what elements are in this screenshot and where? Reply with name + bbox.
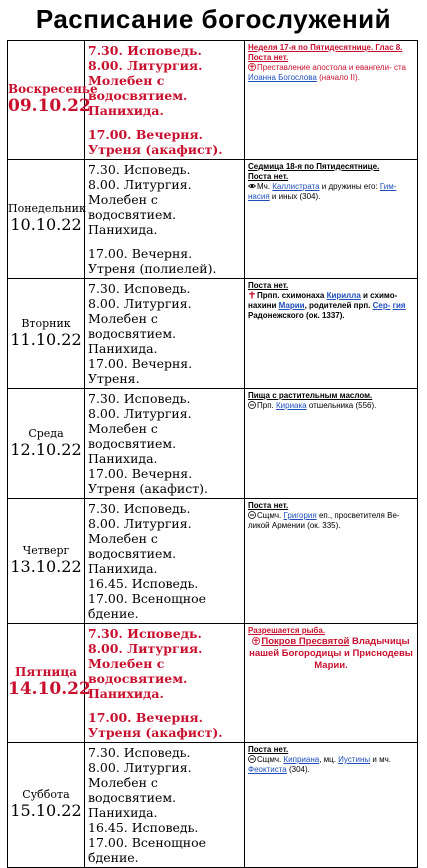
saint-text: , мц. bbox=[319, 755, 336, 764]
saint-link[interactable]: Гим- bbox=[379, 182, 397, 191]
table-row bbox=[8, 624, 418, 743]
services-cell bbox=[85, 41, 245, 160]
services-cell bbox=[85, 624, 245, 743]
table-row bbox=[8, 160, 418, 279]
feast-link[interactable]: Покров Пресвятой bbox=[261, 636, 350, 647]
day-cell bbox=[8, 160, 85, 279]
saint-link[interactable]: гия bbox=[392, 301, 406, 310]
fast-heading: Поста нет. bbox=[248, 53, 289, 62]
fast-heading: Поста нет. bbox=[248, 281, 289, 290]
saint-link[interactable]: Григория bbox=[283, 511, 317, 520]
cross-icon bbox=[252, 637, 260, 645]
service-line: 7.30. Исповедь. bbox=[88, 626, 202, 641]
day-cell bbox=[8, 41, 98, 160]
day-date: 15.10.22 bbox=[10, 801, 82, 821]
service-sign-icon bbox=[248, 511, 256, 519]
cross-icon bbox=[248, 63, 256, 71]
services-cell bbox=[85, 743, 245, 868]
info-cell bbox=[245, 499, 418, 624]
saint-text: ликой Армении (ок. 335). bbox=[248, 521, 341, 530]
week-heading: Неделя 17-я по Пятидесятнице. Глас 8. bbox=[248, 43, 403, 52]
saint-link[interactable]: Феоктиста bbox=[248, 765, 287, 774]
saint-text: и bbox=[372, 755, 377, 764]
service-line: 17.00. Вечерня. Утреня (акафист). bbox=[88, 466, 209, 496]
fast-heading: Поста нет. bbox=[248, 501, 289, 510]
day-cell bbox=[8, 743, 85, 868]
day-name: Суббота bbox=[22, 788, 70, 802]
saint-text: Мч. bbox=[257, 182, 270, 191]
schedule-table bbox=[7, 40, 418, 868]
service-line: 7.30. Исповедь. bbox=[88, 391, 191, 406]
service-line: 7.30. Исповедь. bbox=[88, 281, 191, 296]
day-name: Вторник bbox=[21, 316, 71, 330]
fast-heading: Пища с растительным маслом. bbox=[248, 391, 373, 400]
table-row bbox=[8, 389, 418, 499]
page-title: Расписание богослужений bbox=[35, 4, 392, 34]
day-name: Воскресенье bbox=[8, 82, 98, 97]
service-line: 7.30. Исповедь. bbox=[88, 162, 191, 177]
service-line: 17.00. Вечерня. Утреня (акафист). bbox=[88, 127, 223, 157]
cross-icon bbox=[248, 291, 256, 299]
day-date: 10.10.22 bbox=[10, 215, 82, 235]
saint-text: Радонежского (ок. 1337). bbox=[248, 311, 345, 320]
saint-text: (начало II). bbox=[319, 73, 360, 82]
service-line: 17.00. Всенощное бдение. bbox=[88, 591, 207, 621]
service-sign-icon bbox=[248, 401, 256, 409]
services-cell bbox=[85, 389, 245, 499]
saint-text: и схимо-нахини bbox=[248, 291, 398, 310]
saint-text: Преставление апостола и евангели- bbox=[257, 63, 392, 72]
services-cell bbox=[85, 160, 245, 279]
service-sign-icon bbox=[248, 755, 256, 763]
saint-text: Сщмч. bbox=[257, 755, 282, 764]
service-line: 8.00. Литургия. Молебен с водосвятием. Панихида. bbox=[88, 58, 203, 118]
table-row bbox=[8, 499, 418, 624]
saint-text: , родителей прп. bbox=[304, 301, 371, 310]
fast-heading: Разрешается рыба. bbox=[248, 626, 326, 635]
day-name: Среда bbox=[28, 426, 64, 440]
day-date: 09.10.22 bbox=[8, 96, 91, 117]
saint-link[interactable]: Кирилла bbox=[326, 291, 361, 300]
service-line: 7.30. Исповедь. bbox=[88, 501, 191, 516]
day-date: 13.10.22 bbox=[10, 557, 82, 577]
info-cell bbox=[245, 279, 418, 389]
saint-text: ста bbox=[393, 63, 406, 72]
day-date: 12.10.22 bbox=[10, 439, 82, 459]
service-line: 7.30. Исповедь. bbox=[88, 745, 191, 760]
day-date: 14.10.22 bbox=[8, 679, 91, 700]
saint-text: отшельника (556). bbox=[308, 401, 377, 410]
saint-link[interactable]: Иоанна Богослова bbox=[248, 73, 317, 82]
saint-text: еп., просветителя Ве- bbox=[318, 511, 400, 520]
saint-text: Прпп. схимонаха bbox=[257, 291, 325, 300]
service-line: 8.00. Литургия. Молебен с водосвятием. Панихида. bbox=[88, 296, 192, 356]
saint-text: (304). bbox=[288, 765, 310, 774]
service-line: 8.00. Литургия. Молебен с водосвятием. Панихида. bbox=[88, 516, 192, 576]
services-cell bbox=[85, 499, 245, 624]
service-line: 8.00. Литургия. Молебен с водосвятием. Панихида. bbox=[88, 177, 192, 237]
fast-heading: Поста нет. bbox=[248, 172, 289, 181]
day-name: Четверг bbox=[22, 544, 70, 558]
info-cell bbox=[245, 389, 418, 499]
info-cell bbox=[245, 41, 418, 160]
service-line: 17.00. Всенощное бдение. bbox=[88, 835, 207, 865]
day-cell bbox=[8, 279, 85, 389]
saint-text: и иных (304). bbox=[271, 192, 321, 201]
fast-heading: Поста нет. bbox=[248, 745, 289, 754]
saint-link[interactable]: Киприана bbox=[283, 755, 320, 764]
day-cell bbox=[8, 624, 91, 743]
service-line: 17.00. Вечерня. Утреня (акафист). bbox=[88, 710, 223, 740]
saint-text: мч. bbox=[379, 755, 391, 764]
day-name: Понедельник bbox=[8, 202, 86, 216]
services-cell bbox=[85, 279, 245, 389]
saint-link[interactable]: Иустины bbox=[338, 755, 371, 764]
feast-text: Владычицы нашей Богородицы и Приснодевы Марии. bbox=[249, 636, 413, 671]
service-line: 17.00. Вечерня. Утреня (полиелей). bbox=[88, 246, 217, 276]
saint-text: и дружины его: bbox=[321, 182, 378, 191]
table-row bbox=[8, 743, 418, 868]
week-heading: Седмица 18-я по Пятидесятнице. bbox=[248, 162, 380, 171]
saint-link[interactable]: Кириака bbox=[276, 401, 307, 410]
info-cell bbox=[245, 624, 418, 743]
info-cell bbox=[245, 160, 418, 279]
service-line: 7.30. Исповедь. bbox=[88, 43, 202, 58]
service-line: 8.00. Литургия. Молебен с водосвятием. Панихида. bbox=[88, 641, 203, 701]
service-line: 16.45. Исповедь. bbox=[88, 820, 199, 835]
saint-text: Сщмч. bbox=[257, 511, 282, 520]
info-cell bbox=[245, 743, 418, 868]
table-row bbox=[8, 41, 418, 160]
day-name: Пятница bbox=[15, 665, 77, 680]
day-date: 11.10.22 bbox=[10, 329, 82, 349]
service-line: 16.45. Исповедь. bbox=[88, 576, 199, 591]
saint-link[interactable]: насия bbox=[248, 192, 270, 201]
service-line: 8.00. Литургия. Молебен с водосвятием. Панихида. bbox=[88, 406, 192, 466]
saint-link[interactable]: Сер- bbox=[372, 301, 391, 310]
service-line: 8.00. Литургия. Молебен с водосвятием. Панихида. bbox=[88, 760, 192, 820]
service-line: 17.00. Вечерня. Утреня. bbox=[88, 356, 193, 386]
day-cell bbox=[8, 499, 85, 624]
table-row bbox=[8, 279, 418, 389]
feast-title bbox=[248, 636, 414, 672]
saint-link[interactable]: Марии bbox=[278, 301, 305, 310]
day-cell bbox=[8, 389, 85, 499]
saint-link[interactable]: Каллистрата bbox=[272, 182, 320, 191]
eye-icon bbox=[248, 182, 256, 190]
saint-text: Прп. bbox=[257, 401, 274, 410]
